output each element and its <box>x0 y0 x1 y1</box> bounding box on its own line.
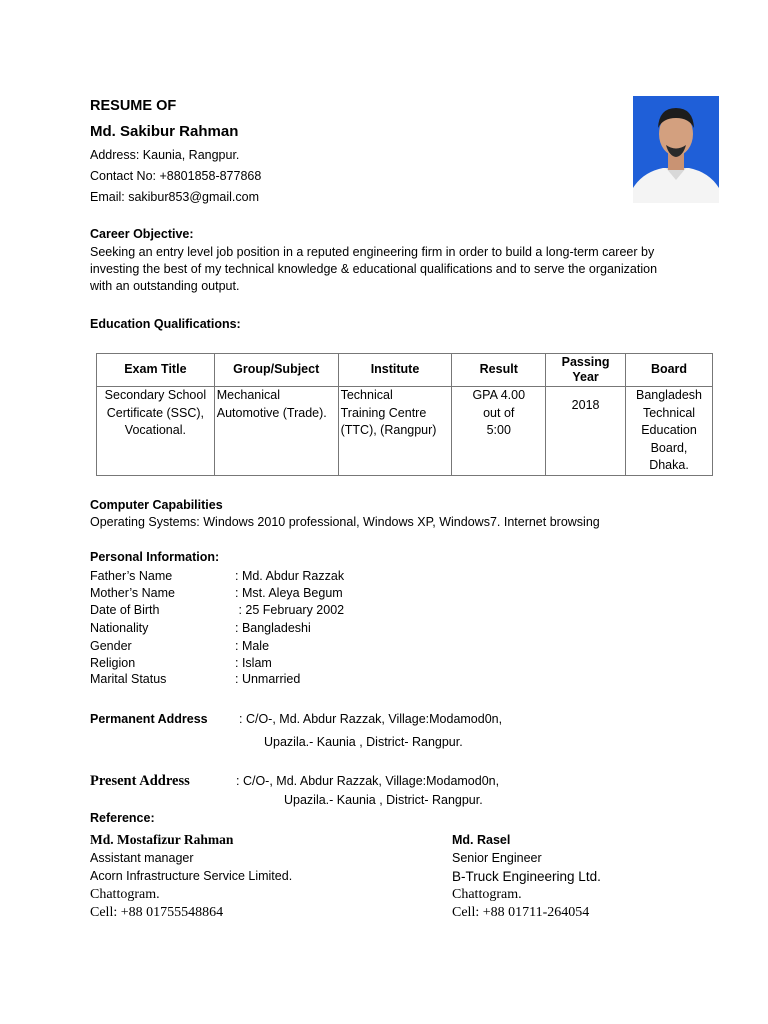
reference-cell: Cell: +88 01755548864 <box>90 905 224 920</box>
column-header: Institute <box>338 354 452 387</box>
column-header: Result <box>452 354 546 387</box>
personal-info-value: : Mst. Aleya Begum <box>235 586 343 600</box>
reference-name: Md. Rasel <box>452 833 511 847</box>
person-photo-icon <box>633 96 719 203</box>
career-objective-line: investing the best of my technical knowledge & educational qualifications and to serve the organization <box>90 262 658 276</box>
personal-info-value: : Bangladeshi <box>235 621 311 635</box>
personal-info-value: : Unmarried <box>235 672 301 686</box>
personal-info-label: Mother’s Name <box>90 586 175 600</box>
computer-capabilities-heading: Computer Capabilities <box>90 498 223 512</box>
reference-city: Chattogram. <box>90 887 160 902</box>
column-header: Group/Subject <box>214 354 338 387</box>
education-heading: Education Qualifications: <box>90 317 241 331</box>
present-address-label: Present Address <box>90 773 190 789</box>
board-cell: Bangladesh Technical Education Board, Dhaka. <box>626 387 713 476</box>
permanent-address-label: Permanent Address <box>90 712 208 726</box>
personal-info-label: Religion <box>90 656 136 670</box>
institute-cell: Technical Training Centre (TTC), (Rangpur) <box>338 387 452 476</box>
reference-name: Md. Mostafizur Rahman <box>90 832 234 847</box>
address-line: Address: Kaunia, Rangpur. <box>90 148 240 162</box>
personal-info-value: : Islam <box>235 656 272 670</box>
candidate-name: Md. Sakibur Rahman <box>90 123 239 140</box>
career-objective-line: Seeking an entry level job position in a reputed engineering firm in order to build a long-term career by <box>90 245 655 259</box>
personal-info-label: Date of Birth <box>90 603 160 617</box>
reference-heading: Reference: <box>90 811 155 825</box>
reference-cell: Cell: +88 01711-264054 <box>452 905 590 920</box>
personal-info-label: Father’s Name <box>90 569 173 583</box>
personal-info-value: : 25 February 2002 <box>235 603 345 617</box>
email-line: Email: sakibur853@gmail.com <box>90 190 260 204</box>
permanent-address-line: : C/O-, Md. Abdur Razzak, Village:Modamod0n, <box>239 712 503 726</box>
present-address-line: Upazila.- Kaunia , District- Rangpur. <box>284 793 483 807</box>
career-objective-heading: Career Objective: <box>90 227 194 241</box>
reference-company: B-Truck Engineering Ltd. <box>452 869 601 884</box>
reference-title: Assistant manager <box>90 851 194 865</box>
permanent-address-line: Upazila.- Kaunia , District- Rangpur. <box>264 735 463 749</box>
personal-info-value: : Md. Abdur Razzak <box>235 569 345 583</box>
personal-info-label: Nationality <box>90 621 149 635</box>
computer-capabilities-text: Operating Systems: Windows 2010 professional, Windows XP, Windows7. Internet browsing <box>90 515 600 529</box>
personal-info-label: Marital Status <box>90 672 167 686</box>
personal-info-heading: Personal Information: <box>90 550 220 564</box>
group-subject-cell: Mechanical Automotive (Trade). <box>214 387 338 476</box>
passing-year-cell: 2018 <box>546 387 626 476</box>
personal-info-value: : Male <box>235 639 270 653</box>
table-header-row <box>97 354 713 387</box>
resume-title: RESUME OF <box>90 98 177 114</box>
column-header: Board <box>626 354 713 387</box>
present-address-line: : C/O-, Md. Abdur Razzak, Village:Modamod0n, <box>236 774 500 788</box>
education-table <box>96 353 713 476</box>
contact-line: Contact No: +8801858-877868 <box>90 169 262 183</box>
reference-company: Acorn Infrastructure Service Limited. <box>90 869 293 883</box>
career-objective-line: with an outstanding output. <box>90 279 240 293</box>
column-header: Exam Title <box>97 354 215 387</box>
personal-info-label: Gender <box>90 639 132 653</box>
reference-title: Senior Engineer <box>452 851 542 865</box>
table-row <box>97 387 713 476</box>
reference-city: Chattogram. <box>452 887 522 902</box>
result-cell: GPA 4.00 out of 5:00 <box>452 387 546 476</box>
column-header: Passing Year <box>546 354 626 387</box>
profile-photo <box>633 96 719 203</box>
exam-title-cell: Secondary School Certificate (SSC), Vocational. <box>97 387 215 476</box>
